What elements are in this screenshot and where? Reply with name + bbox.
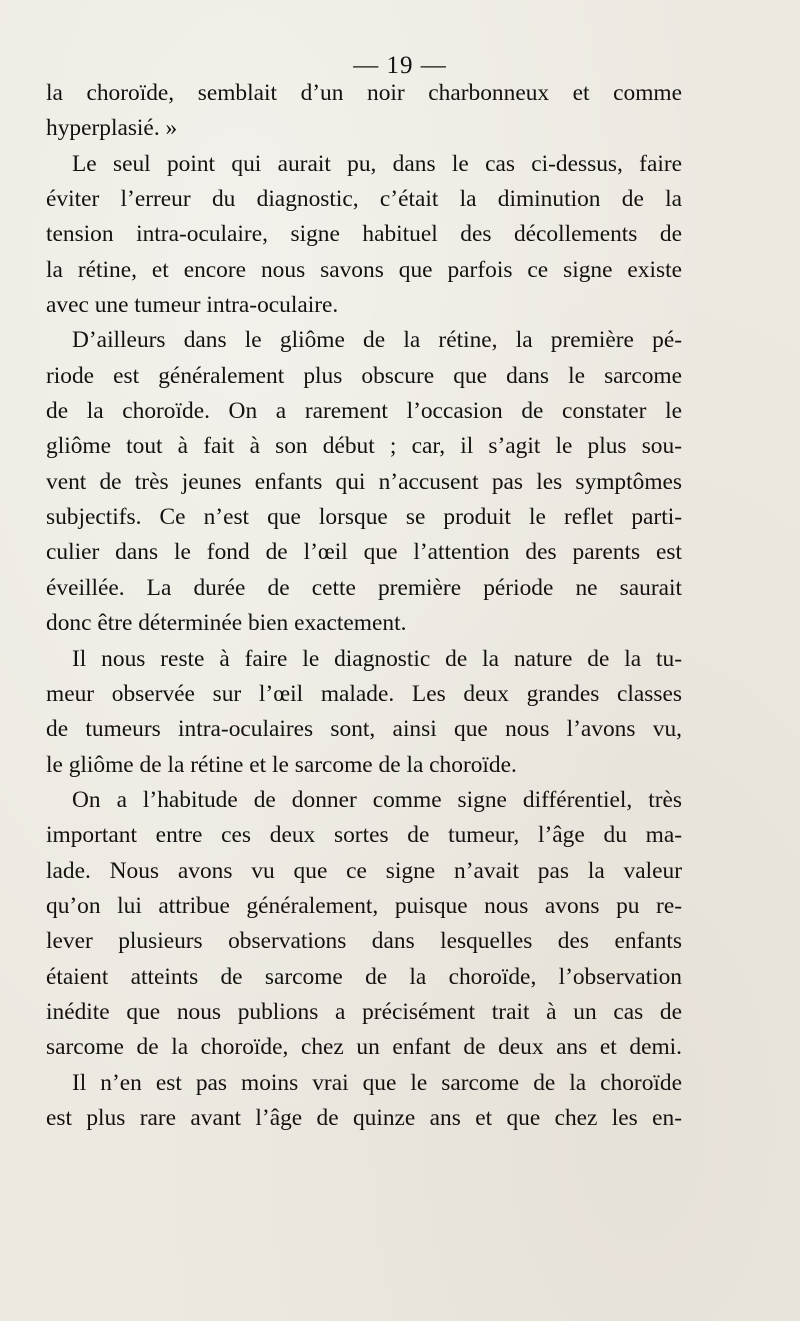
text-line: hyperplasié. » — [46, 115, 178, 142]
text-line: est plus rare avant l’âge de quinze ans et que chez les en- — [46, 1104, 682, 1131]
text-line: important entre ces deux sortes de tumeur, l’âge du ma- — [46, 822, 682, 849]
text-line: Il n’en est pas moins vrai que le sarcome de la choroïde — [72, 1069, 682, 1096]
text-line: vent de très jeunes enfants qui n’accusent pas les symptômes — [46, 468, 682, 495]
text-line: avec une tumeur intra-oculaire. — [46, 292, 339, 319]
text-line: Le seul point qui aurait pu, dans le cas ci-dessus, faire — [72, 150, 682, 177]
text-line: riode est généralement plus obscure que dans le sarcome — [46, 362, 682, 389]
text-line: Il nous reste à faire le diagnostic de la nature de la tu- — [72, 645, 682, 672]
text-line: donc être déterminée bien exactement. — [46, 610, 407, 637]
text-line: la choroïde, semblait d’un noir charbonneux et comme — [46, 80, 682, 106]
page-number: — 19 — — [353, 52, 447, 79]
text-line: gliôme tout à fait à son début ; car, il s’agit le plus sou- — [46, 433, 682, 460]
text-line: sarcome de la choroïde, chez un enfant de deux ans et demi. — [46, 1034, 682, 1061]
text-line: la rétine, et encore nous savons que parfois ce signe existe — [46, 256, 682, 283]
text-line: étaient atteints de sarcome de la choroïde, l’observation — [46, 963, 682, 990]
text-line: le gliôme de la rétine et le sarcome de la choroïde. — [46, 751, 517, 778]
text-line: de la choroïde. On a rarement l’occasion de constater le — [46, 398, 682, 425]
text-line: éviter l’erreur du diagnostic, c’était la diminution de la — [46, 186, 682, 213]
text-line: meur observée sur l’œil malade. Les deux grandes classes — [46, 680, 682, 707]
text-line: subjectifs. Ce n’est que lorsque se produit le reflet parti- — [46, 504, 682, 531]
text-line: lever plusieurs observations dans lesquelles des enfants — [46, 928, 682, 955]
body-text — [46, 76, 682, 1136]
text-line: inédite que nous publions a précisément trait à un cas de — [46, 998, 682, 1025]
text-line: On a l’habitude de donner comme signe différentiel, très — [72, 786, 682, 813]
text-line: éveillée. La durée de cette première période ne saurait — [46, 574, 682, 601]
text-line: de tumeurs intra-oculaires sont, ainsi que nous l’avons vu, — [46, 716, 682, 743]
text-line: D’ailleurs dans le gliôme de la rétine, la première pé- — [72, 327, 682, 354]
text-line: lade. Nous avons vu que ce signe n’avait pas la valeur — [46, 857, 682, 884]
text-line: tension intra-oculaire, signe habituel des décollements de — [46, 221, 682, 248]
text-line: culier dans le fond de l’œil que l’attention des parents est — [46, 539, 682, 566]
text-line: qu’on lui attribue généralement, puisque nous avons pu re- — [46, 892, 682, 919]
